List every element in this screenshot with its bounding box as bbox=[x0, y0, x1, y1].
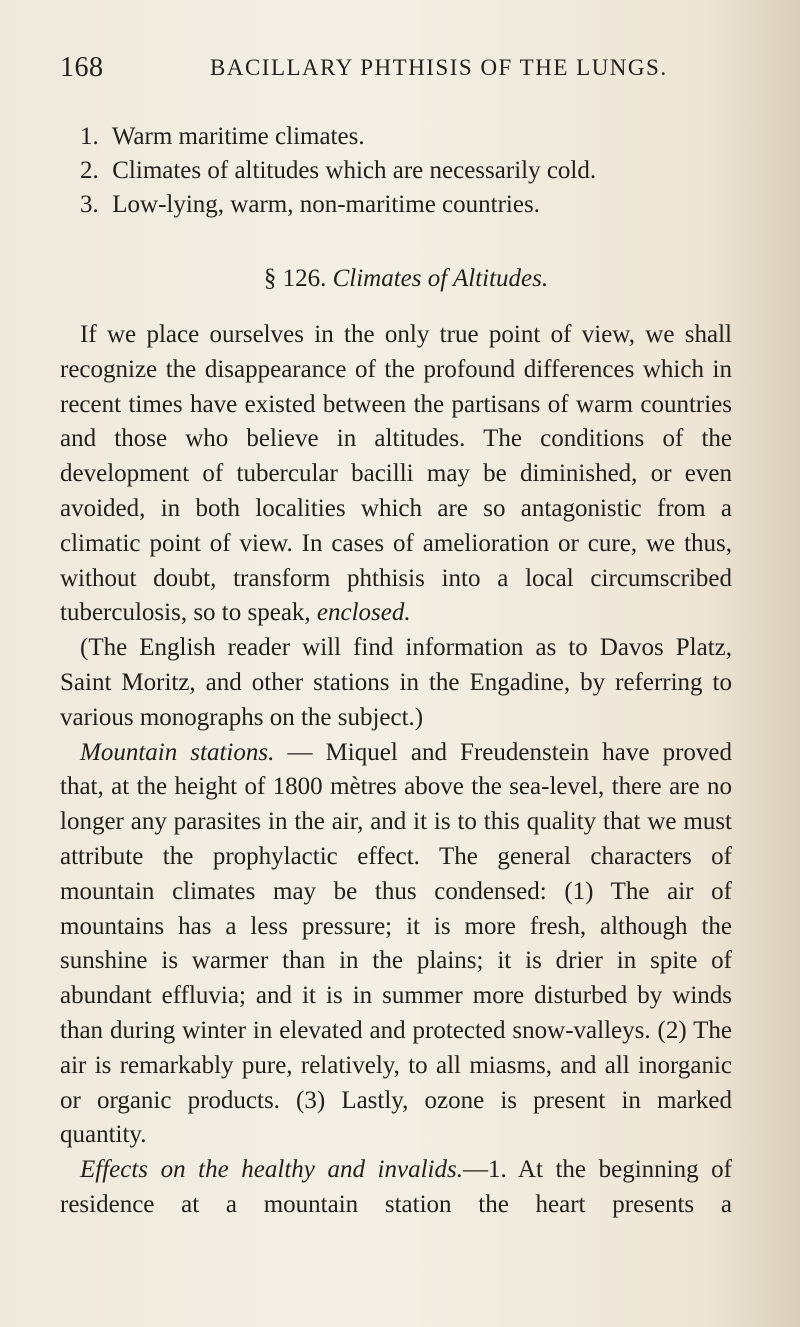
paragraph: (The English reader will find information as to Davos Platz, Saint Moritz, and other stations in the Engadine, by referring to various monographs on the subject.) bbox=[60, 634, 732, 731]
paragraph: If we place ourselves in the only true point of view, we shall recognize the disappearance of the profound differences which in recent times have existed between the partisans of warm countries and those who believe in altitudes. The conditions of the development of tubercular bacilli may be diminished, or even avoided, in both localities which are so antagonistic from a climatic point of view. In cases of amelioration or cure, we thus, without doubt, transform phthisis into a local circumscribed tuberculosis, so to speak, enclosed. bbox=[60, 321, 732, 627]
running-title: BACILLARY PHTHISIS OF THE LUNGS. bbox=[210, 55, 668, 80]
running-head bbox=[60, 52, 732, 92]
list-item: 2. Climates of altitudes which are necessarily cold. bbox=[80, 157, 597, 184]
section-number: § 126. bbox=[263, 265, 327, 292]
list-item: 3. Low-lying, warm, non-maritime countries. bbox=[80, 191, 540, 218]
page-number: 168 bbox=[60, 52, 104, 83]
section-heading bbox=[60, 262, 732, 296]
paragraph: Mountain stations. — Miquel and Freudenstein have proved that, at the height of 1800 mètres above the sea-level, there are no longer any parasites in the air, and it is to this quality that we must attribute the prophylactic effect. The general characters of mountain climates may be thus condensed: (1) The air of mountains has a less pressure; it is more fresh, although the sunshine is warmer than in the plains; it is drier in spite of abundant effluvia; and it is in summer more disturbed by winds than during winter in elevated and protected snow-valleys. (2) The air is remarkably pure, relatively, to all miasms, and all inorganic or organic products. (3) Lastly, ozone is present in marked quantity. bbox=[60, 738, 732, 1149]
section-title: Climates of Altitudes. bbox=[332, 265, 549, 292]
list-item: 1. Warm maritime climates. bbox=[80, 123, 365, 150]
climate-list bbox=[60, 120, 732, 222]
paragraph: Effects on the healthy and invalids.—1. At the beginning of residence at a mountain station the heart presents a bbox=[60, 1156, 732, 1218]
